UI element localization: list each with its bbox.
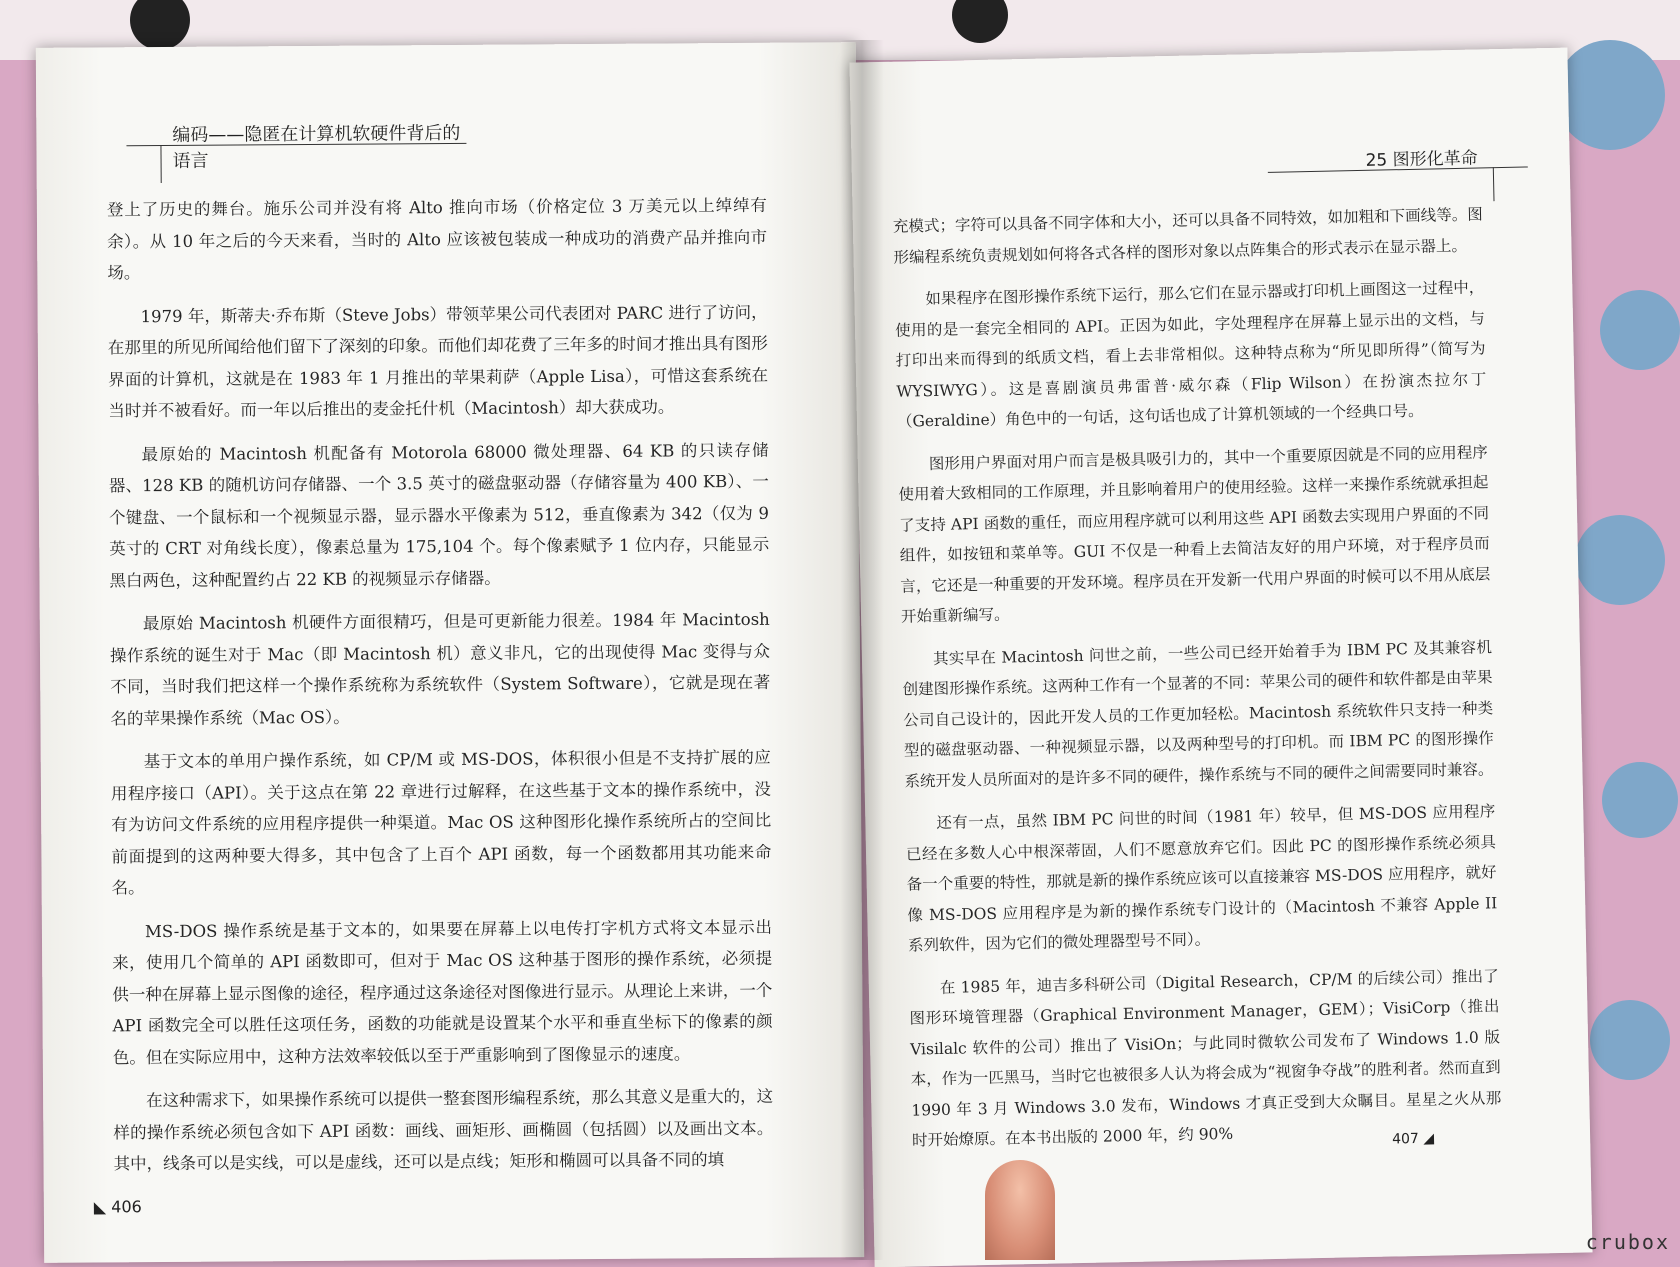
book-title: 编码——隐匿在计算机软硬件背后的语言: [172, 122, 461, 172]
right-book-page: [849, 48, 1592, 1267]
paragraph: 还有一点，虽然 IBM PC 问世的时间（1981 年）较早，但 MS-DOS 应用程序已经在多数人心中根深蒂固，人们不愿意放弃它们。因此 PC 的图形操作系统必须具备一个重要的特性，那就是新的操作系统应该可以直接兼容 MS-DOS 应用程序，就好像 MS-DOS 应用程序是为新的操作系统专门设计的（Macintosh 不兼容 Apple II 系列软件，因为它们的微处理器型号不同）。: [905, 802, 1498, 955]
right-page-body: [893, 199, 1503, 1168]
paragraph: 在这种需求下，如果操作系统可以提供一整套图形编程系统，那么其意义是重大的，这样的操作系统必须包含如下 API 函数：画线、画矩形、画椭圆（包括圆）以及画出文本。其中，线条可以是实线，可以是虚线，还可以是点线；矩形和椭圆可以具备不同的填: [113, 1086, 774, 1174]
paragraph: 登上了历史的舞台。施乐公司并没有将 Alto 推向市场（价格定位 3 万美元以上绰绰有余）。从 10 年之后的今天来看，当时的 Alto 应该被包装成一种成功的消费产品并推向市场。: [106, 195, 768, 283]
left-page-body: [107, 190, 774, 1192]
running-header-right: [1257, 138, 1528, 204]
paragraph: 其实早在 Macintosh 问世之前，一些公司已经开始着手为 IBM PC 及其兼容机创建图形操作系统。这两种工作有一个显著的不同：苹果公司的硬件和软件都是由苹果公司自己设计的，因此开发人员的工作更加轻松。Macintosh 系统软件只支持一种类型的磁盘驱动器、一种视频显示器，以及两种型号的打印机。而 IBM PC 的图形操作系统开发人员所面对的是许多不同的硬件，操作系统与不同的硬件之间需要同时兼容。: [902, 637, 1494, 791]
paragraph: 基于文本的单用户操作系统，如 CP/M 或 MS-DOS，体积很小但是不支持扩展的应用程序接口（API）。关于这点在第 22 章进行过解释，在这些基于文本的操作系统中，没有为访问文件系统的应用程序提供一种渠道。Mac OS 这种图形化操作系统所占的空间比前面提到的这两种要大得多，其中包含了上百个 API 函数，每一个函数都用其功能来命名。: [110, 747, 772, 898]
page-number-left: [94, 1197, 142, 1216]
paragraph: 1979 年，斯蒂夫·乔布斯（Steve Jobs）带领苹果公司代表团对 PARC 进行了访问，在那里的所见所闻给他们留下了深刻的印象。而他们却花费了三年多的时间才推出具有图形界面的计算机，这就是在 1983 年 1 月推出的苹果莉萨（Apple Lisa），可惜这套系统在当时并不被看好。而一年以后推出的麦金托什机（Macintosh）却大获成功。: [107, 302, 769, 421]
page-corner-icon: ◣: [93, 1197, 107, 1217]
chapter-title: [1365, 144, 1478, 171]
paragraph: 如果程序在图形操作系统下运行，那么它们在显示器或打印机上画图这一过程中，使用的是一套完全相同的 API。正因为如此，字处理程序在屏幕上显示出的文档，与打印出来而得到的纸质文档，看上去非常相似。这种特点称为“所见即所得”（简写为 WYSIWYG）。这是喜剧演员弗雷普·威尔森（Flip Wilson）在扮演杰拉尔丁（Geraldine）角色中的一句话，这句话也成了计算机领域的一个经典口号。: [894, 278, 1487, 431]
page-corner-icon: ◢: [1423, 1130, 1435, 1147]
page-number-text: 407: [1391, 1130, 1420, 1148]
chapter-name: 图形化革命: [1392, 148, 1478, 171]
page-number-text: 406: [111, 1197, 142, 1217]
paragraph: 图形用户界面对用户而言是极具吸引力的，其中一个重要原因就是不同的应用程序使用着大致相同的工作原理，并且影响着用户的使用经验。这样一来操作系统就承担起了支持 API 函数的重任，而应用程序就可以利用这些 API 函数去实现用户界面的不同组件，如按钮和菜单等。GUI 不仅是一种看上去简洁友好的用户环境，对于程序员而言，它还是一种重要的开发环境。程序员在开发新一代用户界面的时候可以不用从底层开始重新编写。: [898, 442, 1491, 626]
watermark: crubox: [1585, 1230, 1670, 1254]
book-gutter-shadow: [840, 40, 884, 1260]
header-tick: [1493, 167, 1495, 201]
paragraph: 充模式；字符可以具备不同字体和大小，还可以具备不同特效，如加粗和下画线等。图形编程系统负责规划如何将各式各样的图形对象以点阵集合的形式表示在显示器上。: [892, 205, 1483, 267]
paragraph: 最原始的 Macintosh 机配备有 Motorola 68000 微处理器、64 KB 的只读存储器、128 KB 的随机访问存储器、一个 3.5 英寸的磁盘驱动器（存储容量为 400 KB）、一个键盘、一个鼠标和一个视频显示器，显示器水平像素为 512，垂直像素为 342（仅为 9 英寸的 CRT 对角线长度），像素总量为 175,104 个。每个像素赋予 1 位内存，只能显示黑白两色，这种配置约占 22 KB 的视频显示存储器。: [108, 440, 770, 590]
thumb-holding-page: [985, 1160, 1055, 1260]
page-number-right: [1392, 1131, 1434, 1148]
paragraph: 在 1985 年，迪吉多科研公司（Digital Research，CP/M 的后续公司）推出了图形环境管理器（Graphical Environment Manager，GEM）；VisiCorp（推出 Visilalc 软件的公司）推出了 VisiOn；与此同时微软公司发布了 Windows 1.0 版本，作为一匹黑马，当时它也被很多人认为将会成为“视窗争夺战”的胜利者。然而直到 1990 年 3 月 Windows 3.0 发布，Windows 才真正受到大众瞩目。星星之火从那时开始燎原。在本书出版的 2000 年，约 90%: [909, 966, 1502, 1150]
chapter-number: 25: [1365, 150, 1388, 171]
paragraph: 最原始 Macintosh 机硬件方面很精巧，但是可更新能力很差。1984 年 Macintosh 操作系统的诞生对于 Mac（即 Macintosh 机）意义非凡，它的出现使得 Mac 变得与众不同，当时我们把这样一个操作系统称为系统软件（System Software），它就是现在著名的苹果操作系统（Mac OS）。: [109, 609, 771, 728]
left-book-page: [36, 42, 864, 1263]
header-tick: [160, 145, 161, 183]
paragraph: MS-DOS 操作系统是基于文本的，如果要在屏幕上以电传打字机方式将文本显示出来，使用几个简单的 API 函数即可，但对于 Mac OS 这种基于图形的操作系统，必须提供一种在屏幕上显示图像的途径，程序通过这条途径对图像进行显示。从理论上来讲，一个 API 函数完全可以胜任这项任务，函数的功能就是设置某个水平和垂直坐标下的像素的颜色。但在实际应用中，这种方法效率较低以至于严重影响到了图像显示的速度。: [112, 917, 773, 1067]
running-header-left: [126, 115, 476, 177]
